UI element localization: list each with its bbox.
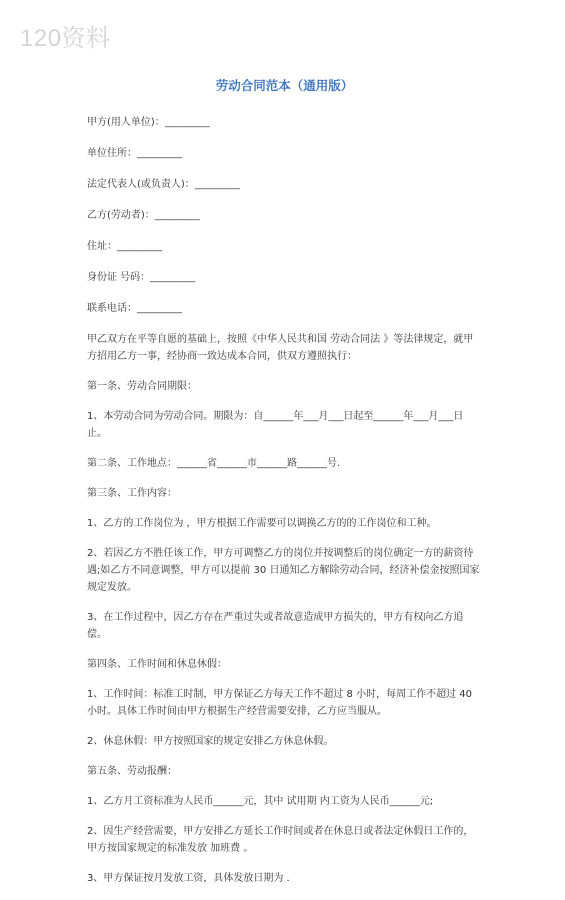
document-title: 劳动合同范本（通用版） — [215, 78, 354, 93]
field-phone: 联系电话：_________ — [87, 303, 182, 314]
paragraph-pay-date: 3、甲方保证按月发放工资，具体发放日期为 . — [87, 873, 290, 884]
field-employee: 乙方(劳动者)：_________ — [87, 210, 200, 221]
paragraph-working-hours: 1、工作时间：标准工时制，甲方保证乙方每天工作不超过 8 小时，每周工作不超过 40 小时。具体工作时间由甲方根据生产经营需要安排，乙方应当服从。 — [87, 689, 472, 717]
field-id-number: 身份证 号码：_________ — [87, 272, 196, 283]
paragraph-rest-leave: 2、休息休假：甲方按照国家的规定安排乙方休息休假。 — [87, 736, 334, 747]
paragraph-job-position: 1、乙方的工作岗位为 ，甲方根据工作需要可以调换乙方的的工作岗位和工种。 — [87, 518, 437, 529]
paragraph-job-adjustment: 2、若因乙方不胜任该工作，甲方可调整乙方的岗位并按调整后的岗位确定一方的薪资待遇;如乙方不同意调整，甲方可以提前 30 日通知乙方解除劳动合同，经济补偿金按照国家规定发放。 — [87, 548, 480, 593]
section-heading-1: 第一条、劳动合同期限： — [87, 381, 197, 392]
paragraph-compensation: 3、在工作过程中，因乙方存在严重过失或者故意造成甲方损失的，甲方有权向乙方追偿。 — [87, 612, 464, 640]
watermark: 120资料 — [20, 25, 111, 52]
paragraph-overtime: 2、因生产经营需要，甲方安排乙方延长工作时间或者在休息日或者法定休假日工作的，甲方按国家规定的标准发放 加班费 。 — [87, 826, 474, 854]
field-legal-representative: 法定代表人(或负责人)：_________ — [87, 179, 240, 190]
paragraph-preamble: 甲乙双方在平等自愿的基础上，按照《中华人民共和国 劳动合同法 》等法律规定，就甲方招用乙方一事，经协商一致达成本合同，供双方遵照执行： — [87, 334, 474, 362]
paragraph-contract-term: 1、本劳动合同为劳动合同。期限为：自______年___月___日起至______年___月___日止。 — [87, 411, 464, 439]
field-address: 单位住所：_________ — [87, 148, 182, 159]
section-heading-5: 第五条、劳动报酬： — [87, 766, 177, 777]
field-employer: 甲方(用人单位)：_________ — [87, 117, 210, 128]
document-page — [87, 76, 482, 900]
paragraph-monthly-salary: 1、乙方月工资标准为人民币______元，其中 试用期 内工资为人民币______元; — [87, 796, 434, 807]
section-heading-2: 第二条、工作地点：______省______市______路______号. — [87, 458, 341, 469]
field-residence: 住址：_________ — [87, 241, 162, 252]
section-heading-4: 第四条、工作时间和休息休假： — [87, 659, 227, 670]
section-heading-3: 第三条、工作内容： — [87, 488, 177, 499]
